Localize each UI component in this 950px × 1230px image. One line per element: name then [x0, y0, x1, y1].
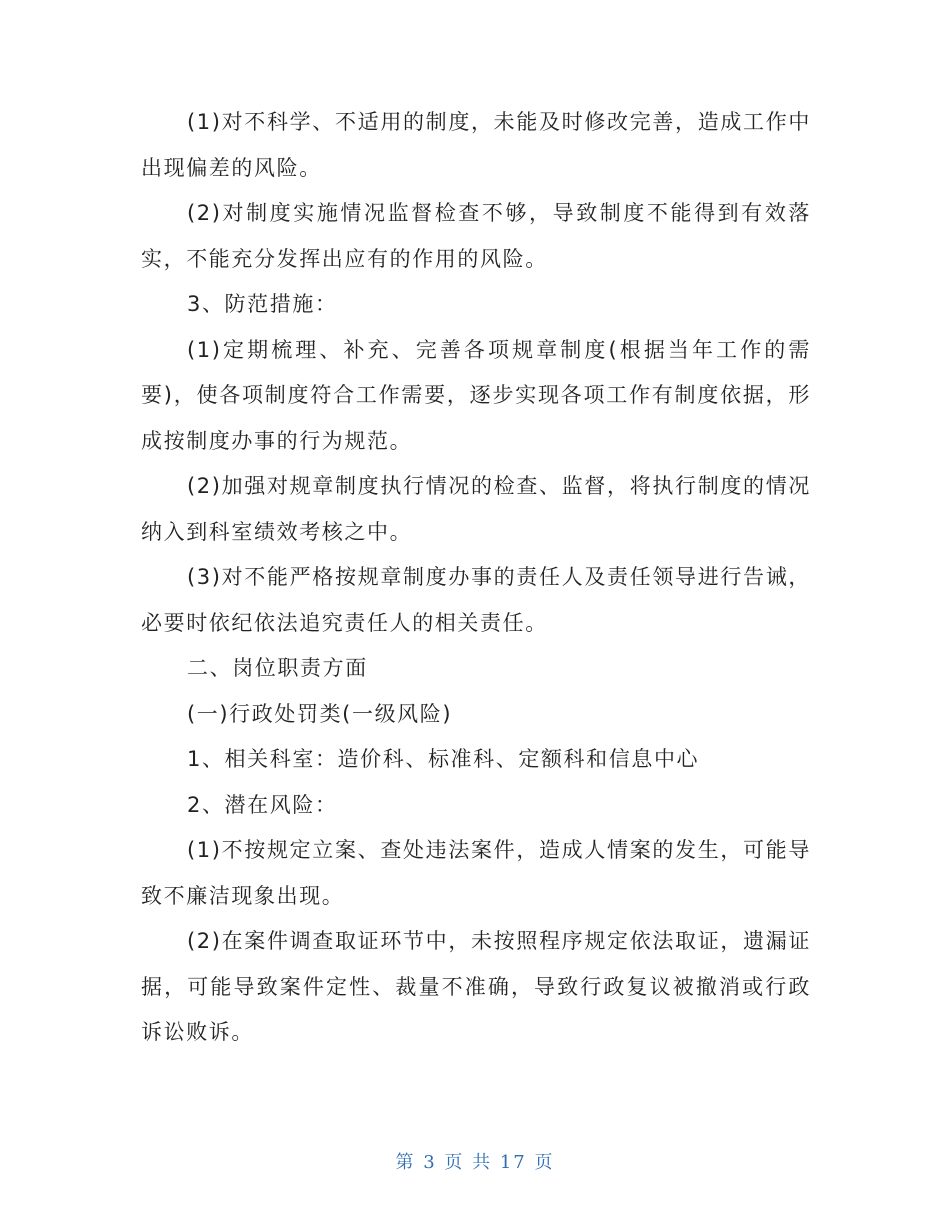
section-heading: (一)行政处罚类(一级风险) [187, 701, 453, 726]
page-number-footer: 第 3 页 共 17 页 [395, 1152, 555, 1173]
section-heading: 2、潜在风险： [187, 792, 338, 817]
paragraph: (2)对制度实施情况监督检查不够，导致制度不能得到有效落实，不能充分发挥出应有的作用的风险。 [141, 201, 811, 271]
paragraph: (2)在案件调查取证环节中，未按照程序规定依法取证，遗漏证据，可能导致案件定性、裁量不准确，导致行政复议被撤消或行政诉讼败诉。 [141, 929, 811, 1044]
document-body [141, 100, 811, 1056]
paragraph: 1、相关科室：造价科、标准科、定额科和信息中心 [187, 747, 700, 771]
paragraph: (1)定期梳理、补充、完善各项规章制度(根据当年工作的需要)，使各项制度符合工作需要，逐步实现各项工作有制度依据，形成按制度办事的行为规范。 [141, 337, 811, 453]
paragraph: (1)对不科学、不适用的制度，未能及时修改完善，造成工作中出现偏差的风险。 [141, 110, 811, 180]
paragraph: (3)对不能严格按规章制度办事的责任人及责任领导进行告诫，必要时依纪依法追究责任人的相关责任。 [141, 565, 811, 635]
paragraph: (1)不按规定立案、查处违法案件，造成人情案的发生，可能导致不廉洁现象出现。 [141, 838, 811, 908]
section-heading: 3、防范措施： [187, 292, 338, 316]
section-heading: 二、岗位职责方面 [187, 656, 368, 680]
paragraph: (2)加强对规章制度执行情况的检查、监督，将执行制度的情况纳入到科室绩效考核之中。 [141, 474, 811, 544]
